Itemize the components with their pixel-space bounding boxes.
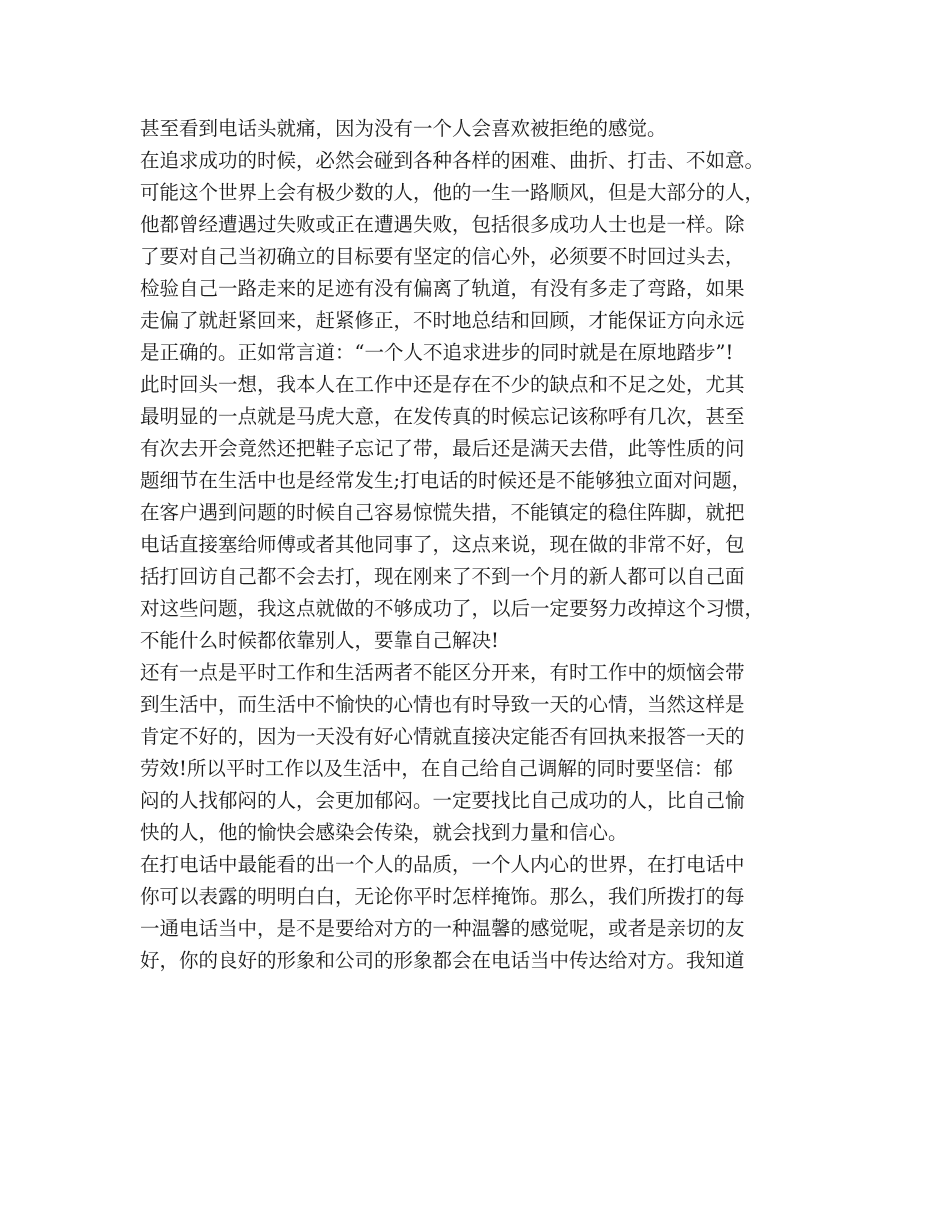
text-line: 他都曾经遭遇过失败或正在遭遇失败，包括很多成功人士也是一样。除 [140,213,745,236]
text-line: 电话直接塞给师傅或者其他同事了，这点来说，现在做的非常不好，包 [140,533,745,556]
text-line: 在打电话中最能看的出一个人的品质，一个人内心的世界，在打电话中 [140,853,745,876]
text-line: 在客户遇到问题的时候自己容易惊慌失措，不能镇定的稳住阵脚，就把 [140,501,745,524]
text-line: 肯定不好的，因为一天没有好心情就直接决定能否有回执来报答一天的 [140,725,745,748]
text-line: 此时回头一想，我本人在工作中还是存在不少的缺点和不足之处，尤其 [140,373,745,396]
text-line: 走偏了就赶紧回来，赶紧修正，不时地总结和回顾，才能保证方向永远 [140,309,745,332]
text-line: 你可以表露的明明白白，无论你平时怎样掩饰。那么，我们所拨打的每 [140,885,745,908]
text-line: 一通电话当中，是不是要给对方的一种温馨的感觉呢，或者是亲切的友 [140,917,745,940]
text-line: 括打回访自己都不会去打，现在刚来了不到一个月的新人都可以自己面 [140,565,745,588]
text-line: 对这些问题，我这点就做的不够成功了，以后一定要努力改掉这个习惯， [140,597,765,620]
text-line: 最明显的一点就是马虎大意，在发传真的时候忘记该称呼有几次，甚至 [140,405,745,428]
text-line: 题细节在生活中也是经常发生;打电话的时候还是不能够独立面对问题， [140,469,752,492]
text-line: 是正确的。正如常言道：“一个人不追求进步的同时就是在原地踏步”! [140,341,734,364]
text-line: 闷的人找郁闷的人，会更加郁闷。一定要找比自己成功的人，比自己愉 [140,789,745,812]
text-line: 在追求成功的时候，必然会碰到各种各样的困难、曲折、打击、不如意。 [140,149,765,172]
text-line: 可能这个世界上会有极少数的人，他的一生一路顺风，但是大部分的人， [140,181,765,204]
text-line: 好，你的良好的形象和公司的形象都会在电话当中传达给对方。我知道 [140,949,745,972]
text-line: 有次去开会竟然还把鞋子忘记了带，最后还是满天去借，此等性质的问 [140,437,745,460]
text-line: 检验自己一路走来的足迹有没有偏离了轨道，有没有多走了弯路，如果 [140,277,745,300]
text-line: 快的人，他的愉快会感染会传染，就会找到力量和信心。 [140,821,628,844]
text-line: 不能什么时候都依靠别人，要靠自己解决! [140,629,499,652]
text-line: 甚至看到电话头就痛，因为没有一个人会喜欢被拒绝的感觉。 [140,117,667,140]
text-line: 了要对自己当初确立的目标要有坚定的信心外，必须要不时回过头去， [140,245,745,268]
body-text [140,113,830,977]
text-line: 劳效!所以平时工作以及生活中，在自己给自己调解的同时要坚信：郁 [140,757,733,780]
text-line: 到生活中，而生活中不愉快的心情也有时导致一天的心情，当然这样是 [140,693,745,716]
text-line: 还有一点是平时工作和生活两者不能区分开来，有时工作中的烦恼会带 [140,661,745,684]
